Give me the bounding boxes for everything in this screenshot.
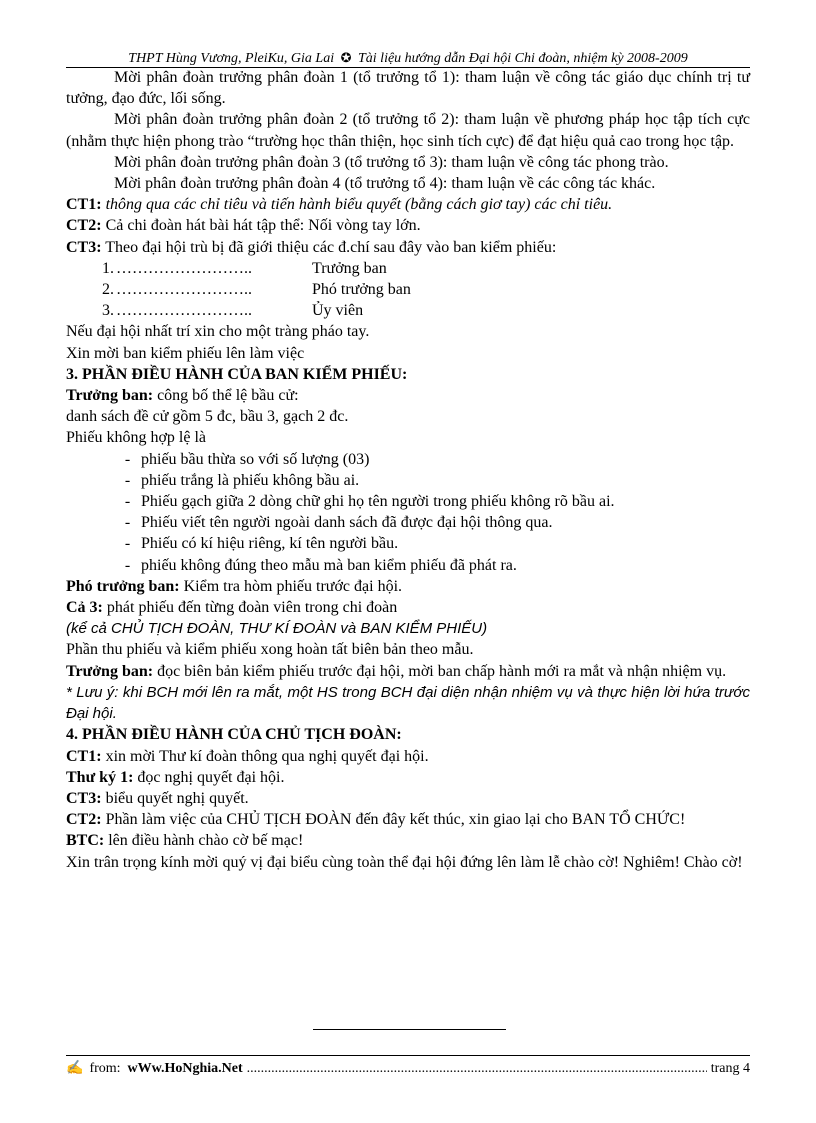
- list-item: [66, 533, 750, 554]
- all-three-text: phát phiếu đến từng đoàn viên trong chi đoàn: [102, 599, 398, 617]
- role-blank: ……………………..: [116, 259, 252, 277]
- ct2-text: Cả chi đoàn hát bài hát tập thể: Nối vòng tay lớn.: [101, 217, 421, 235]
- closing-line: Xin trân trọng kính mời quý vị đại biểu cùng toàn thể đại hội đứng lên làm lễ chào cờ! Nghiêm! Chào cờ!: [66, 853, 743, 871]
- list-item: [66, 470, 750, 491]
- secretary-label: Thư ký 1:: [66, 768, 134, 786]
- list-item-text: phiếu không đúng theo mẫu mà ban kiểm phiếu đã phát ra.: [141, 556, 517, 574]
- ct3-line: [66, 237, 750, 258]
- deputy-line: [66, 576, 750, 597]
- header-school: THPT Hùng Vương, PleiKu, Gia Lai: [128, 51, 335, 66]
- s4-ct1-label: CT1:: [66, 747, 102, 765]
- ct1-text: thông qua các chỉ tiêu và tiến hành biểu quyết (bằng cách giơ tay) các chỉ tiêu.: [101, 196, 613, 214]
- role-row: [66, 300, 750, 321]
- role-number: 3.: [102, 302, 114, 320]
- head-of-board-2-text: đọc biên bản kiểm phiếu trước đại hội, mời ban chấp hành mới ra mắt và nhận nhiệm vụ.: [153, 662, 727, 680]
- ct1-label: CT1:: [66, 196, 102, 214]
- ct3-text: Theo đại hội trù bị đã giới thiệu các đ.chí sau đây vào ban kiểm phiếu:: [101, 238, 557, 256]
- applause-line: Nếu đại hội nhất trí xin cho một tràng pháo tay.: [66, 323, 370, 341]
- list-item-text: Phiếu có kí hiệu riêng, kí tên người bầu.: [141, 535, 399, 553]
- paragraph-p1: Mời phân đoàn trưởng phân đoàn 1 (tổ trưởng tổ 1): tham luận về công tác giáo dục chính trị tư tưởng, đạo đức, lối sống.: [66, 69, 750, 108]
- all-three-note: (kể cả CHỦ TỊCH ĐOÀN, THƯ KÍ ĐOÀN và BAN KIỂM PHIẾU): [66, 620, 488, 638]
- paragraph-p2: Mời phân đoàn trưởng phân đoàn 2 (tổ trưởng tổ 2): tham luận về phương pháp học tập tích cực (nhằm thực hiện phong trào “trường học thân thiện, học sinh tích cực) để đạt hiệu quả cao trong học tập.: [66, 111, 750, 150]
- all-three-label: Cả 3:: [66, 599, 103, 617]
- role-row: [66, 279, 750, 300]
- head-of-board-2-label: Trưởng ban:: [66, 662, 154, 680]
- s4-ct2-label: CT2:: [66, 811, 102, 829]
- page-footer: [66, 1059, 750, 1079]
- btc-label: BTC:: [66, 832, 105, 850]
- count-line: Phần thu phiếu và kiểm phiếu xong hoàn tất biên bản theo mẫu.: [66, 641, 474, 659]
- paragraph-p3: Mời phân đoàn trưởng phân đoàn 3 (tổ trưởng tổ 3): tham luận về công tác phong trào.: [114, 153, 669, 171]
- header-doc-title: Tài liệu hướng dẫn Đại hội Chi đoàn, nhiệm kỳ 2008-2009: [358, 51, 688, 66]
- end-divider: [313, 1029, 506, 1030]
- dash-bullet: -: [124, 535, 131, 553]
- head-of-board-label: Trưởng ban:: [66, 387, 154, 405]
- flower-icon: ✪: [340, 50, 352, 65]
- role-blank: ……………………..: [116, 281, 252, 299]
- list-item-text: Phiếu gạch giữa 2 dòng chữ ghi họ tên người trong phiếu không rõ bầu ai.: [141, 493, 615, 511]
- footer-dot-leader: [247, 1059, 707, 1079]
- role-number: 2.: [102, 281, 114, 299]
- btc-text: lên điều hành chào cờ bế mạc!: [104, 832, 304, 850]
- list-item: [66, 449, 750, 470]
- list-item-text: Phiếu viết tên người ngoài danh sách đã được đại hội thông qua.: [141, 514, 553, 532]
- role-row: [66, 258, 750, 279]
- s4-ct3-line: [66, 788, 750, 809]
- role-title: Ủy viên: [312, 302, 364, 320]
- note-line: * Lưu ý: khi BCH mới lên ra mắt, một HS trong BCH đại diện nhận nhiệm vụ và thực hiện lời hứa trước Đại hội.: [66, 683, 750, 723]
- list-item: [66, 491, 750, 512]
- s4-ct2-text: Phần làm việc của CHỦ TỊCH ĐOÀN đến đây kết thúc, xin giao lại cho BAN TỔ CHỨC!: [101, 811, 686, 829]
- footer-from: from:: [89, 1061, 121, 1076]
- btc-line: [66, 830, 750, 851]
- ct3-label: CT3:: [66, 238, 102, 256]
- s4-ct1-text: xin mời Thư kí đoàn thông qua nghị quyết đại hội.: [101, 747, 429, 765]
- paragraph-p4: Mời phân đoàn trưởng phân đoàn 4 (tổ trưởng tổ 4): tham luận về các công tác khác.: [114, 175, 656, 193]
- list-item-text: phiếu bầu thừa so với số lượng (03): [141, 450, 370, 468]
- s4-ct3-text: biểu quyết nghị quyết.: [101, 789, 249, 807]
- footer-site: wWw.HoNghia.Net: [127, 1061, 243, 1076]
- page-header: [66, 49, 750, 68]
- footer-divider: [66, 1055, 750, 1056]
- all-three-line: [66, 597, 750, 618]
- list-item: [66, 512, 750, 533]
- role-title: Trưởng ban: [312, 259, 387, 277]
- invalid-intro: Phiếu không hợp lệ là: [66, 429, 206, 447]
- ct2-label: CT2:: [66, 217, 102, 235]
- section-4-title: 4. PHẦN ĐIỀU HÀNH CỦA CHỦ TỊCH ĐOÀN:: [66, 726, 402, 744]
- deputy-text: Kiểm tra hòm phiếu trước đại hội.: [179, 577, 403, 595]
- head-of-board-text: công bố thể lệ bầu cử:: [153, 387, 299, 405]
- role-blank: ……………………..: [116, 302, 252, 320]
- dash-bullet: -: [124, 514, 131, 532]
- invite-line: Xin mời ban kiểm phiếu lên làm việc: [66, 344, 305, 362]
- ct2-line: [66, 215, 750, 236]
- s4-ct2-line: [66, 809, 750, 830]
- candidates-line: danh sách đề cử gồm 5 đc, bầu 3, gạch 2 đc.: [66, 408, 349, 426]
- s4-ct3-label: CT3:: [66, 789, 102, 807]
- page-number: trang 4: [710, 1061, 750, 1076]
- s4-ct1-line: [66, 746, 750, 767]
- section-3-title: 3. PHẦN ĐIỀU HÀNH CỦA BAN KIỂM PHIẾU:: [66, 365, 408, 383]
- secretary-line: [66, 767, 750, 788]
- list-item: [66, 555, 750, 576]
- list-item-text: phiếu trắng là phiếu không bầu ai.: [141, 471, 360, 489]
- role-title: Phó trưởng ban: [312, 281, 411, 299]
- ct1-line: [66, 194, 750, 215]
- dash-bullet: -: [124, 556, 131, 574]
- head-of-board-2-line: [66, 661, 750, 682]
- role-number: 1.: [102, 259, 114, 277]
- dash-bullet: -: [124, 450, 131, 468]
- head-of-board-line: [66, 385, 750, 406]
- deputy-label: Phó trưởng ban:: [66, 577, 180, 595]
- document-body: [66, 67, 750, 873]
- pen-icon: ✍: [66, 1061, 84, 1076]
- secretary-text: đọc nghị quyết đại hội.: [133, 768, 285, 786]
- dash-bullet: -: [124, 493, 131, 511]
- dash-bullet: -: [124, 471, 131, 489]
